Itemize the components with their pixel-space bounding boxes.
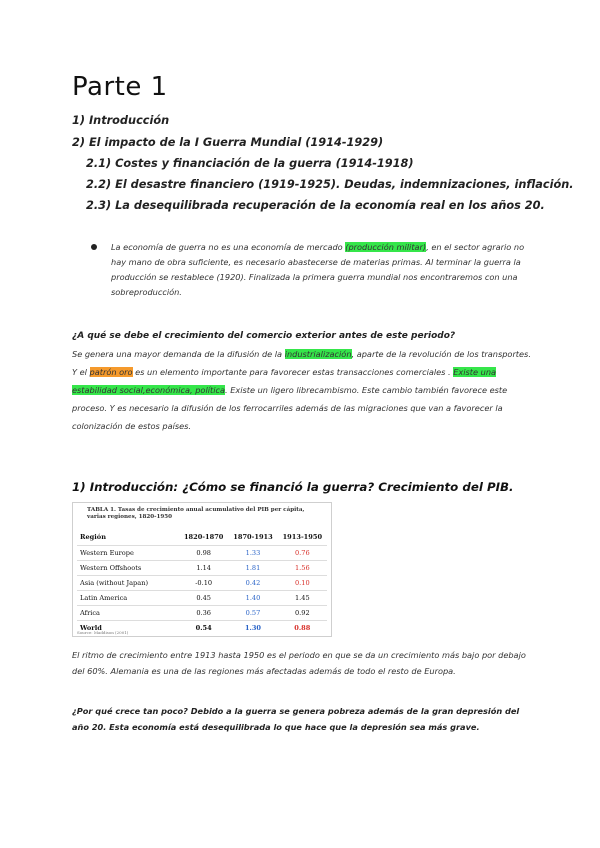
paragraph-ritmo-crecimiento: El ritmo de crecimiento entre 1913 hasta 1950 es el periodo en que se da un crecimiento más bajo por debajo del 60%. Alemania es una de las regiones más afectadas además de todo el resto de Europa. [72, 650, 526, 676]
table-row [77, 606, 327, 621]
table-cell-region: Western Europe [77, 546, 179, 561]
table-cell: 0.57 [228, 606, 277, 621]
table-row [77, 576, 327, 591]
toc-item-introduccion: 1) Introducción [72, 114, 170, 127]
table-cell: 0.42 [228, 576, 277, 591]
table-row [77, 561, 327, 576]
table-header-1913-1950: 1913-1950 [282, 533, 323, 541]
highlight-industrializacion: industrialización [284, 349, 352, 359]
table-cell: 1.40 [228, 591, 277, 606]
highlight-produccion-militar: (producción militar) [345, 242, 427, 252]
table-cell-region: Asia (without Japan) [77, 576, 179, 591]
table-cell-region: Latin America [77, 591, 179, 606]
highlight-estabilidad: Existe una estabilidad social,económica, política [72, 367, 497, 395]
question-comercio-exterior: ¿A qué se debe el crecimiento del comercio exterior antes de este periodo? [72, 331, 456, 341]
table-cell: 1.33 [228, 546, 277, 561]
table-header-1870-1913: 1870-1913 [233, 533, 273, 541]
question-por-que-crece: ¿Por qué crece tan poco? Debido a la guerra se genera pobreza además de la gran depresión del año 20. Esta economía está desequilibrada lo que hace que la depresión sea más grave. [72, 706, 520, 732]
table-cell: 0.92 [278, 606, 327, 621]
table-cell: 0.98 [179, 546, 228, 561]
toc-item-costes: 2.1) Costes y financiación de la guerra (1914-1918) [86, 157, 414, 170]
gdp-growth-table [72, 502, 332, 637]
table-cell: 0.45 [179, 591, 228, 606]
table-row [77, 591, 327, 606]
toc-item-desastre: 2.2) El desastre financiero (1919-1925). Deudas, indemnizaciones, inflación. [86, 178, 574, 191]
table-cell-region: World [77, 621, 179, 636]
toc-item-impacto-guerra: 2) El impacto de la I Guerra Mundial (1914-1929) [72, 136, 384, 149]
answer-comercio-exterior: Se genera una mayor demanda de la difusión de la industrialización, aparte de la revolución de los transportes. Y el patrón oro es un elemento importante para favorecer estas transacciones comerciales . Existe una estabilidad social,económica, política. Existe un ligero librecambismo. Este cambio también favorece este proceso. Y es necesario la difusión de los ferrocarriles además de las migraciones que van a favorecer la colonización de estos países. [72, 349, 531, 431]
table-header-region: Región [80, 533, 106, 541]
bullet-paragraph: La economía de guerra no es una economía de mercado (producción militar), en el sector agrario no hay mano de obra suficiente, es necesario abastecerse de materias primas. Al terminar la guerra la producción se restablece (1920). Finalizada la primera guerra mundial nos encontraremos con una sobreproducción. [111, 242, 525, 297]
table-cell: 1.81 [228, 561, 277, 576]
bullet-point [91, 244, 97, 250]
table-cell: 0.10 [278, 576, 327, 591]
table-source: Source: Maddison (2001) [77, 630, 129, 635]
page-title: Parte 1 [72, 72, 168, 102]
table-cell: 0.54 [179, 621, 228, 636]
table-cell-region: Western Offshoots [77, 561, 179, 576]
table-cell: 1.30 [228, 621, 277, 636]
table-caption: TABLA 1. Tasas de crecimiento anual acumulativo del PIB per cápita, varias regiones, 1820-1950 [87, 507, 305, 520]
table-header-1820-1870: 1820-1870 [183, 533, 224, 541]
section-heading-financiacion: 1) Introducción: ¿Cómo se financió la guerra? Crecimiento del PIB. [72, 480, 514, 494]
table-row [77, 546, 327, 561]
highlight-patron-oro: patrón oro [89, 367, 133, 377]
table-cell: 0.88 [278, 621, 327, 636]
toc-item-recuperacion: 2.3) La desequilibrada recuperación de la economía real en los años 20. [86, 199, 545, 212]
table-cell: 1.56 [278, 561, 327, 576]
table-cell: -0.10 [179, 576, 228, 591]
table-cell: 1.45 [278, 591, 327, 606]
table-cell: 0.36 [179, 606, 228, 621]
table-cell: 1.14 [179, 561, 228, 576]
table-cell: 0.76 [278, 546, 327, 561]
table-cell-region: Africa [77, 606, 179, 621]
